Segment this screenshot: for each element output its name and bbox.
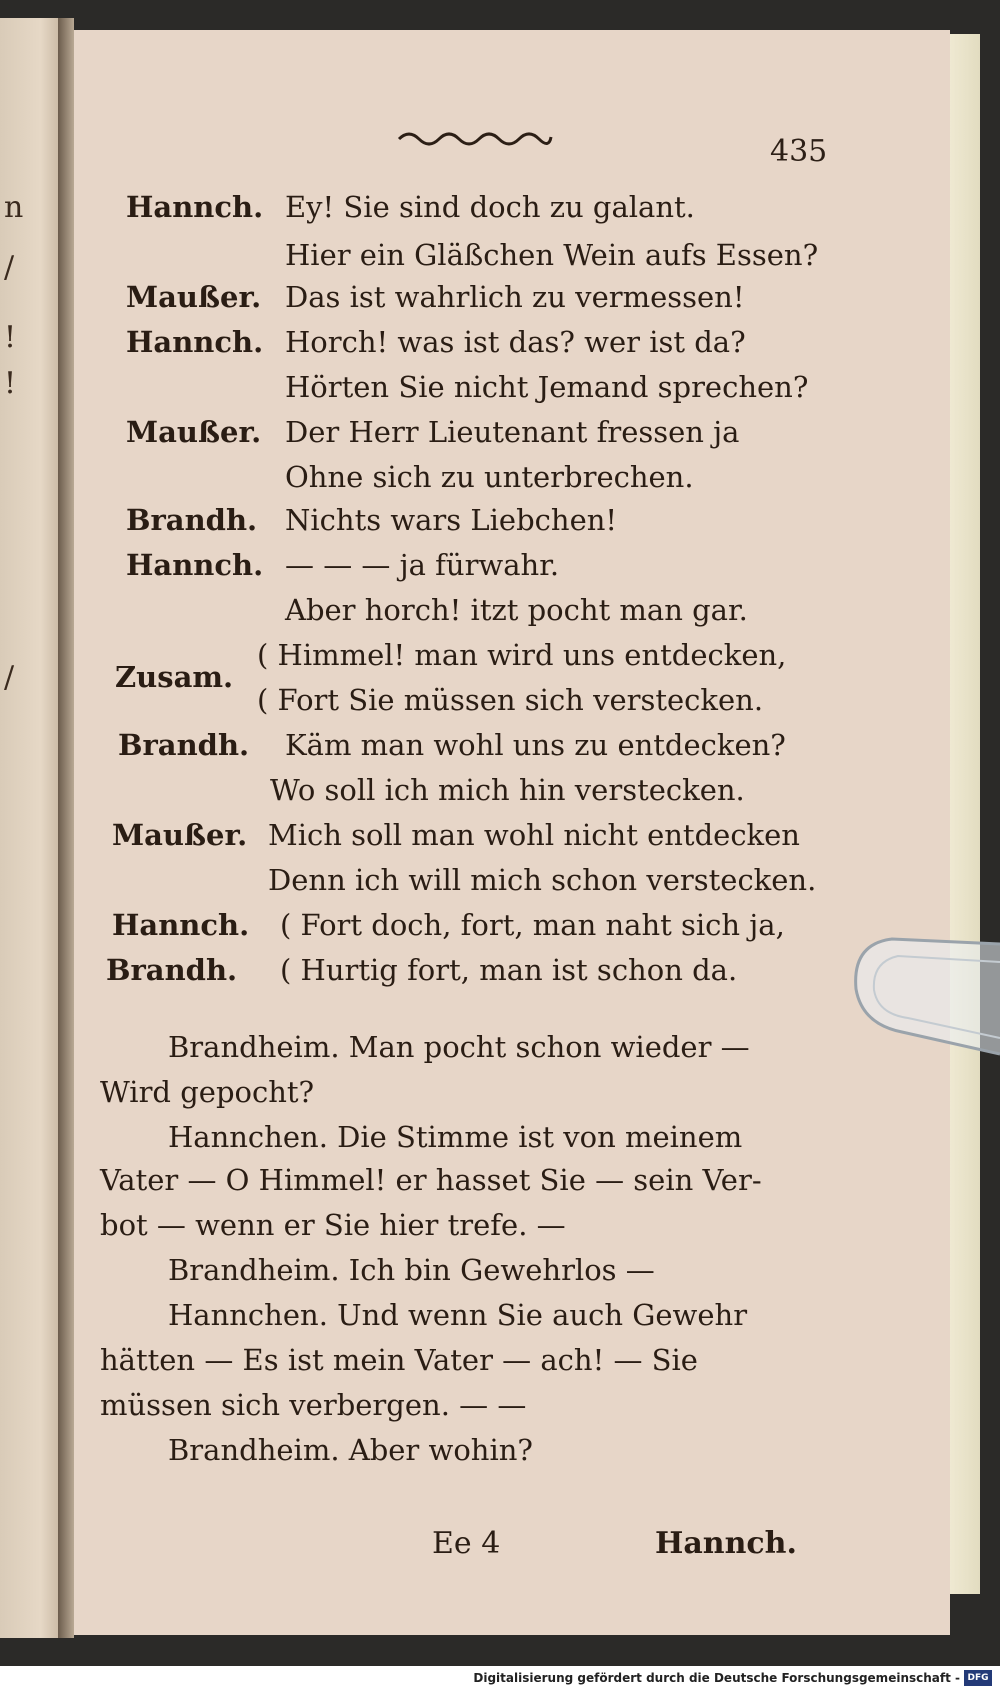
speaker-label: Brandh. xyxy=(118,728,250,762)
left-fragment: ! xyxy=(4,366,17,401)
prose-line: Hannchen. Die Stimme ist von meinem xyxy=(168,1120,743,1154)
prose-line: Hannchen. Und wenn Sie auch Gewehr xyxy=(168,1298,748,1332)
speaker-label: Hannch. xyxy=(126,190,264,224)
footer-credit: Digitalisierung gefördert durch die Deutsche Forschungsgemeinschaft - xyxy=(473,1671,960,1685)
verse-line: Mich soll man wohl nicht entdecken xyxy=(268,818,800,852)
verse-line: Denn ich will mich schon verstecken. xyxy=(268,863,817,897)
prose-line: müssen sich verbergen. — — xyxy=(100,1388,527,1422)
verse-line: Wo soll ich mich hin verstecken. xyxy=(270,773,745,807)
left-fragment: ! xyxy=(4,320,17,355)
dfg-logo-icon: DFG xyxy=(964,1670,992,1686)
book-gutter xyxy=(58,18,74,1638)
verse-line: Hörten Sie nicht Jemand sprechen? xyxy=(285,370,809,404)
verse-line: Der Herr Lieutenant fressen ja xyxy=(285,415,740,449)
prose-line: hätten — Es ist mein Vater — ach! — Sie xyxy=(100,1343,698,1377)
verse-line: Ey! Sie sind doch zu galant. xyxy=(285,190,695,224)
catchword: Hannch. xyxy=(655,1526,797,1561)
speaker-label: Hannch. xyxy=(112,908,250,942)
verse-line: ( Hurtig fort, man ist schon da. xyxy=(280,953,738,987)
prose-line: Wird gepocht? xyxy=(100,1075,315,1109)
ornament-rule-icon xyxy=(395,125,555,149)
verse-line: ( Fort doch, fort, man naht sich ja, xyxy=(280,908,785,942)
speaker-label: Brandh. xyxy=(106,953,238,987)
verse-line: ( Himmel! man wird uns entdecken, xyxy=(257,638,787,672)
digitization-footer xyxy=(0,1666,1000,1692)
verse-line: Ohne sich zu unterbrechen. xyxy=(285,460,694,494)
page-number: 435 xyxy=(770,134,828,169)
verse-line: Hier ein Gläßchen Wein aufs Essen? xyxy=(285,238,819,272)
signature-mark: Ee 4 xyxy=(432,1526,501,1561)
prose-line: Brandheim. Man pocht schon wieder — xyxy=(168,1030,750,1064)
verse-line: Das ist wahrlich zu vermessen! xyxy=(285,280,745,314)
speaker-label: Hannch. xyxy=(126,325,264,359)
plastic-clip-icon xyxy=(852,934,1000,1064)
verse-line: Horch! was ist das? wer ist da? xyxy=(285,325,746,359)
prose-line: Brandheim. Ich bin Gewehrlos — xyxy=(168,1253,655,1287)
speaker-label: Maußer. xyxy=(126,415,262,449)
verse-line: Aber horch! itzt pocht man gar. xyxy=(285,593,748,627)
speaker-label: Zusam. xyxy=(115,660,234,694)
speaker-label: Hannch. xyxy=(126,548,264,582)
left-fragment: n xyxy=(4,190,24,225)
speaker-label: Maußer. xyxy=(126,280,262,314)
verse-line: — — — ja fürwahr. xyxy=(285,548,560,582)
left-fragment: / xyxy=(4,660,15,695)
verse-line: Nichts wars Liebchen! xyxy=(285,503,618,537)
left-fragment: / xyxy=(4,250,15,285)
prose-line: Brandheim. Aber wohin? xyxy=(168,1433,533,1467)
page-edges xyxy=(950,34,980,1594)
speaker-label: Maußer. xyxy=(112,818,248,852)
speaker-label: Brandh. xyxy=(126,503,258,537)
verse-line: Käm man wohl uns zu entdecken? xyxy=(285,728,786,762)
prose-line: Vater — O Himmel! er hasset Sie — sein Ver- xyxy=(100,1163,762,1197)
prose-line: bot — wenn er Sie hier trefe. — xyxy=(100,1208,566,1242)
left-page-edge xyxy=(0,18,58,1638)
verse-line: ( Fort Sie müssen sich verstecken. xyxy=(257,683,764,717)
